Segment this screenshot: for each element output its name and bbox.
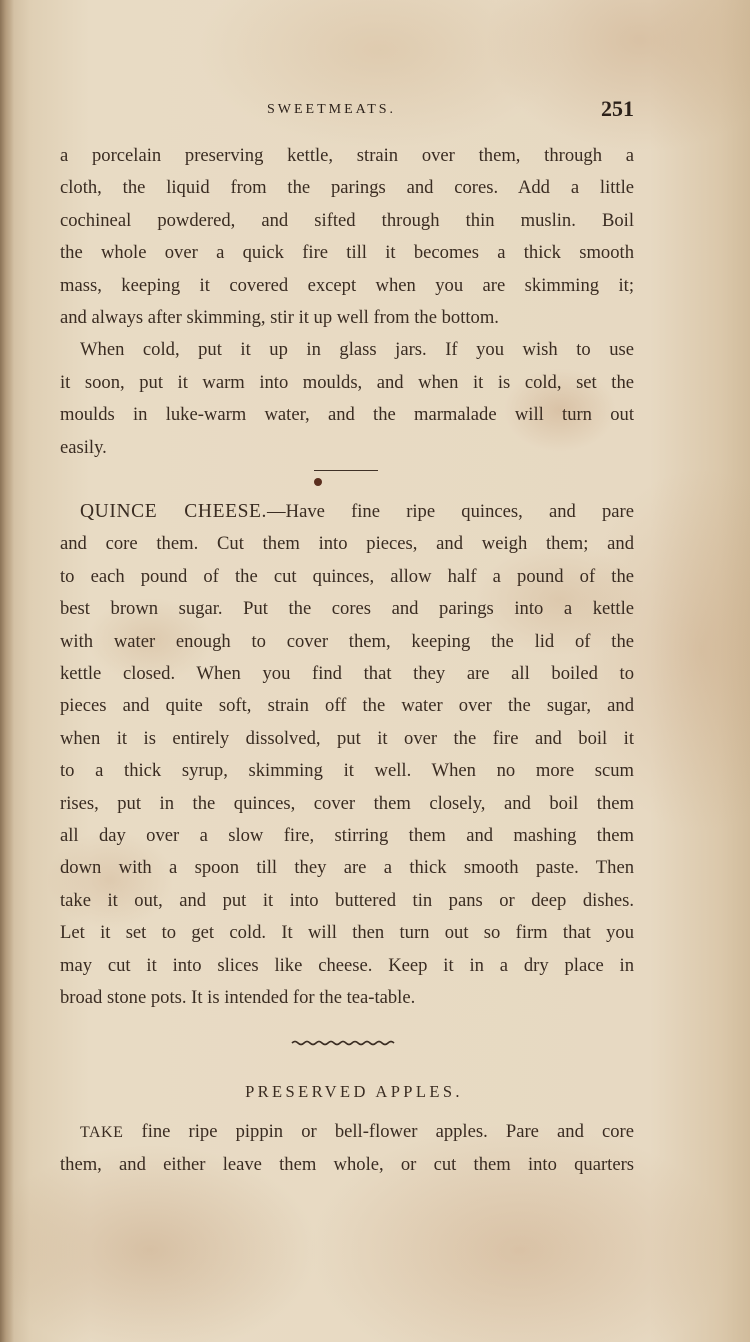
text-fragment: —Have fine ripe quinces, and pare xyxy=(267,501,635,522)
text-line: down with a spoon till they are a thick smooth paste. Then xyxy=(60,857,634,879)
text-line xyxy=(60,1116,634,1149)
text-line: it soon, put it warm into moulds, and when it is cold, set the xyxy=(60,371,634,393)
text-line: When cold, put it up in glass jars. If you wish to use xyxy=(80,339,634,361)
section-title-preserved-apples: PRESERVED APPLES. xyxy=(245,1082,463,1101)
text-line: and always after skimming, stir it up well from the bottom. xyxy=(60,307,499,329)
ink-spot xyxy=(314,478,322,486)
text-line: all day over a slow fire, stirring them and mashing them xyxy=(60,825,634,847)
text-line: easily. xyxy=(60,436,107,458)
text-line: kettle closed. When you find that they are all boiled to xyxy=(60,663,634,685)
section-divider-rule xyxy=(314,470,378,471)
text-line: take it out, and put it into buttered tin pans or deep dishes. xyxy=(60,889,634,911)
text-line: Let it set to get cold. It will then turn out so firm that you xyxy=(60,922,634,944)
text-line: cochineal powdered, and sifted through thin muslin. Boil xyxy=(60,209,634,231)
quince-cheese-paragraph xyxy=(60,496,634,1015)
text-line: may cut it into slices like cheese. Keep it in a dry place in xyxy=(60,954,634,976)
marmalade-continuation xyxy=(60,140,634,464)
text-line: the whole over a quick fire till it becomes a thick smooth xyxy=(60,242,634,264)
preserved-apples-paragraph xyxy=(60,1116,634,1182)
text-line: mass, keeping it covered except when you are skimming it; xyxy=(60,274,634,296)
text-line: a porcelain preserving kettle, strain over them, through a xyxy=(60,145,634,166)
text-line: cloth, the liquid from the parings and cores. Add a little xyxy=(60,177,634,199)
text-line: and core them. Cut them into pieces, and weigh them; and xyxy=(60,533,634,555)
running-head: SWEETMEATS. xyxy=(267,102,397,117)
recipe-title-quince-cheese: QUINCE CHEESE. xyxy=(80,501,268,522)
text-line: to each pound of the cut quinces, allow half a pound of the xyxy=(60,565,634,587)
page-number: 251 xyxy=(601,96,634,121)
text-line: them, and either leave them whole, or cut them into quarters xyxy=(60,1154,634,1176)
text-line: rises, put in the quinces, cover them closely, and boil them xyxy=(60,792,634,814)
continuation-paragraph xyxy=(60,140,634,334)
text-line: broad stone pots. It is intended for the tea-table. xyxy=(60,987,416,1009)
ornamental-wavy-rule xyxy=(290,1038,398,1048)
text-line: pieces and quite soft, strain off the water over the sugar, and xyxy=(60,695,634,717)
small-caps-word: TAKE xyxy=(80,1124,124,1141)
page-header xyxy=(62,96,634,126)
quince-cheese-recipe xyxy=(60,496,634,1015)
text-line: moulds in luke-warm water, and the marmalade will turn out xyxy=(60,404,634,426)
text-line: when it is entirely dissolved, put it over the fire and boil it xyxy=(60,727,634,749)
text-line xyxy=(60,496,634,528)
text-fragment: fine ripe pippin or bell-flower apples. Pare and core xyxy=(123,1121,634,1142)
text-line: with water enough to cover them, keeping the lid of the xyxy=(60,630,634,652)
text-line: to a thick syrup, skimming it well. When no more scum xyxy=(60,760,634,782)
storage-paragraph xyxy=(60,334,634,464)
binding-edge xyxy=(0,0,14,1342)
preserved-apples-recipe xyxy=(60,1116,634,1182)
text-line: best brown sugar. Put the cores and parings into a kettle xyxy=(60,598,634,620)
